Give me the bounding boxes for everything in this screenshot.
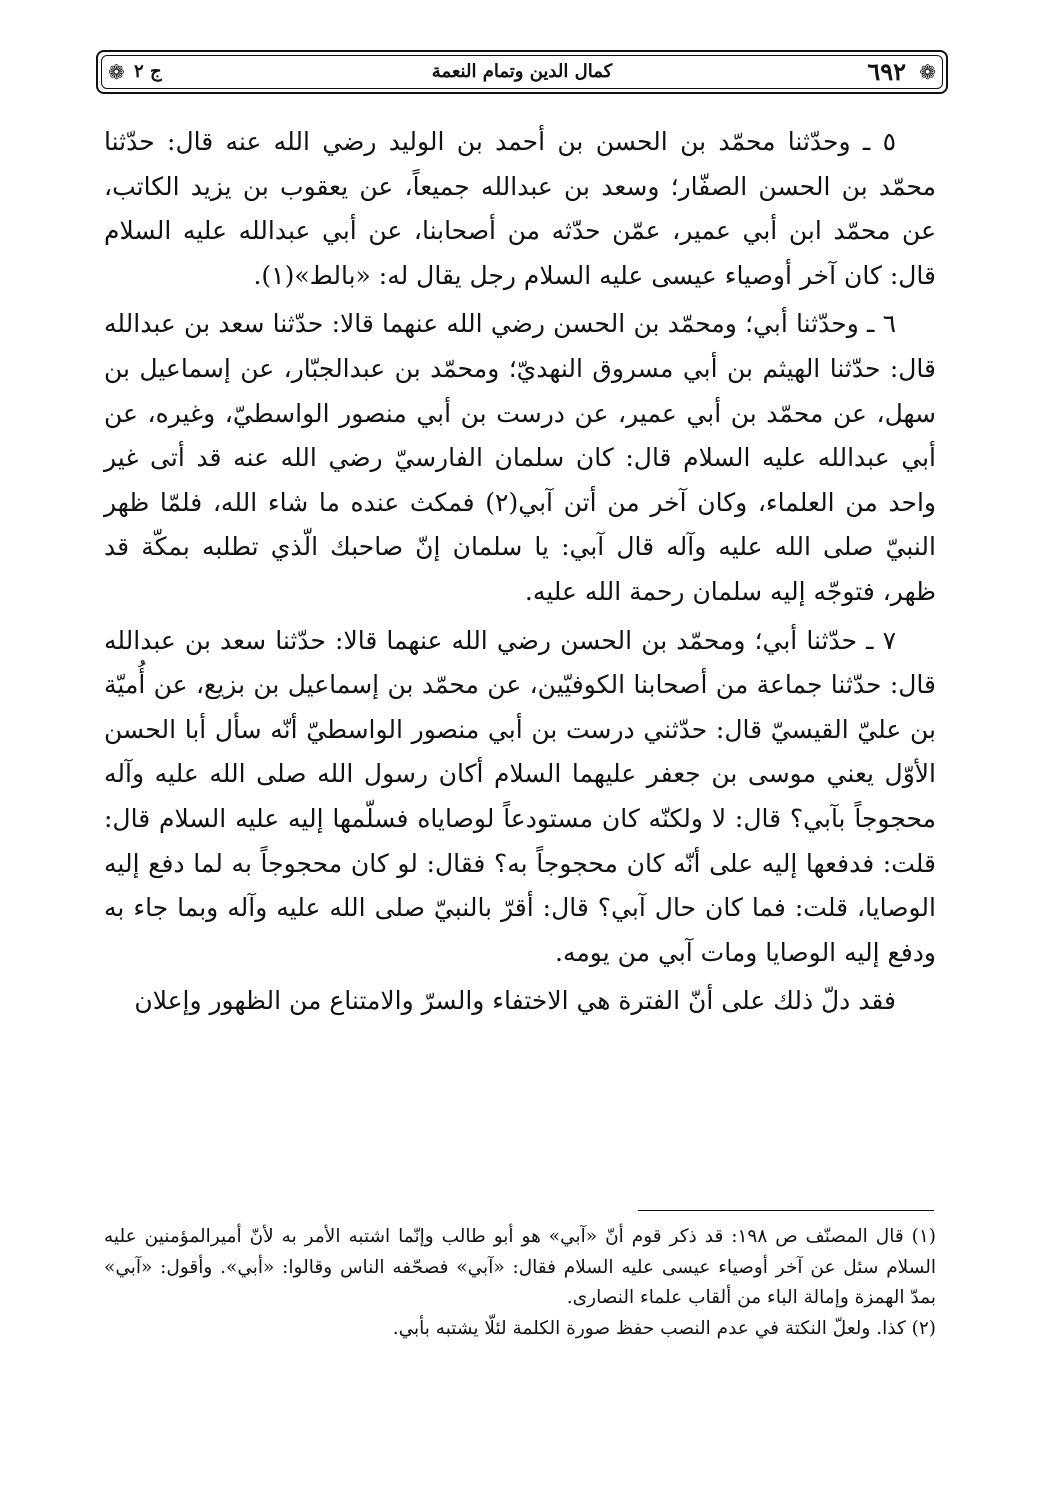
paragraph-6: ٦ ـ وحدّثنا أبي؛ ومحمّد بن الحسن رضي الله عنهما قالا: حدّثنا سعد بن عبدالله قال: حدّثنا الهيثم بن أبي مسروق النهديّ؛ ومحمّد بن عبدالجبّار، عن إسماعيل بن سهل، عن محمّد بن أبي عمير، عن درست بن أبي منصور الواسطيّ، وغيره، عن أبي عبدالله عليه السلام قال: كان سلمان الفارسيّ رضي الله عنه قد أتى غير واحد من العلماء، وكان آخر من أتن آبي(٢) فمكث عنده ما شاء الله، فلمّا ظهر النبيّ صلى الله عليه وآله قال آبي: يا سلمان إنّ صاحبك الّذي تطلبه بمكّة قد ظهر، فتوجّه إليه سلمان رحمة الله عليه. xyxy=(104,309,936,606)
running-header xyxy=(96,50,948,94)
page-number: ٦٩٢ xyxy=(867,57,906,86)
footnotes xyxy=(104,1222,936,1344)
ornament-icon: ❁ xyxy=(919,60,936,84)
footnote-divider xyxy=(638,1210,934,1211)
main-text xyxy=(104,120,936,1028)
paragraph-5: ٥ ـ وحدّثنا محمّد بن الحسن بن أحمد بن الوليد رضي الله عنه قال: حدّثنا محمّد بن الحسن الصفّار؛ وسعد بن عبدالله جميعاً، عن يعقوب بن يزيد الكاتب، عن محمّد ابن أبي عمير، عمّن حدّثه من أصحابنا، عن أبي عبدالله عليه السلام قال: كان آخر أوصياء عيسى عليه السلام رجل يقال له: «بالط»(١). xyxy=(104,127,936,290)
footnote-2: (٢) كذا. ولعلّ النكتة في عدم النصب حفظ صورة الكلمة لئلّا يشتبه بأبي. xyxy=(392,1317,936,1339)
footnote-1: (١) قال المصنّف ص ١٩٨: قد ذكر قوم أنّ «آبي» هو أبو طالب وإنّما اشتبه الأمر به لأنّ أميرالمؤمنين عليه السلام سئل عن آخر أوصياء عيسى عليه السلام فقال: «آبي» فصحّفه الناس وقالوا: «أبي». وأقول: «آبي» بمدّ الهمزة وإمالة الباء من ألقاب علماء النصارى. xyxy=(104,1226,936,1308)
volume-label: ج ٢ xyxy=(134,61,162,82)
paragraph-conclusion: فقد دلّ ذلك على أنّ الفترة هي الاختفاء والسرّ والامتناع من الظهور وإعلان xyxy=(134,986,896,1016)
paragraph-7: ٧ ـ حدّثنا أبي؛ ومحمّد بن الحسن رضي الله عنهما قالا: حدّثنا سعد بن عبدالله قال: حدّثنا جماعة من أصحابنا الكوفيّين، عن محمّد بن إسماعيل بن بزيع، عن أُميّة بن عليّ القيسيّ قال: حدّثني درست بن أبي منصور الواسطيّ أنّه سأل أبا الحسن الأوّل يعني موسى بن جعفر عليهما السلام أكان رسول الله صلى الله عليه وآله محجوجاً بآبي؟ قال: لا ولكنّه كان مستودعاً لوصاياه فسلّمها إليه عليه السلام قال: قلت: فدفعها إليه على أنّه كان محجوجاً به؟ فقال: لو كان محجوجاً به لما دفع إليه الوصايا، قلت: فما كان حال آبي؟ قال: أقرّ بالنبيّ صلى الله عليه وآله وبما جاء به ودفع إليه الوصايا ومات آبي من يومه. xyxy=(104,625,936,967)
ornament-icon: ❁ xyxy=(108,60,125,84)
book-title: كمال الدين وتمام النعمة xyxy=(431,61,613,82)
